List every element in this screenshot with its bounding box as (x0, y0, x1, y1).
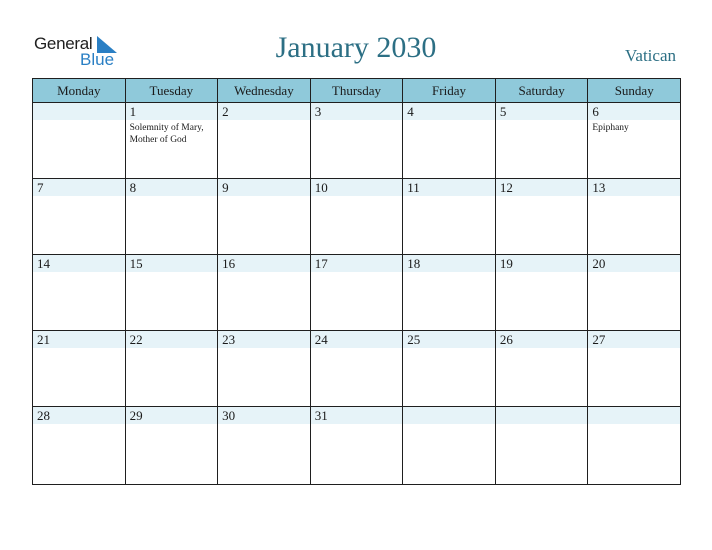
weekday-header: Sunday (588, 79, 681, 103)
day-number: 30 (218, 407, 310, 424)
day-cell (33, 179, 126, 255)
logo-text-blue: Blue (80, 50, 115, 69)
day-number: 13 (588, 179, 680, 196)
logo-text-general: General (34, 34, 93, 53)
day-cell (588, 331, 681, 407)
holiday-label: Epiphany (592, 123, 629, 133)
day-cell (125, 103, 218, 179)
day-number: 23 (218, 331, 310, 348)
weekday-header: Saturday (495, 79, 588, 103)
day-cell (310, 103, 403, 179)
weekday-header: Friday (403, 79, 496, 103)
day-number: 8 (126, 179, 218, 196)
day-cell (588, 103, 681, 179)
day-number: 1 (126, 103, 218, 120)
day-number: 19 (496, 255, 588, 272)
week-row (33, 179, 681, 255)
day-cell (310, 331, 403, 407)
day-number (588, 407, 680, 424)
day-cell (218, 407, 311, 485)
day-number: 14 (33, 255, 125, 272)
day-number: 17 (311, 255, 403, 272)
day-cell (125, 407, 218, 485)
day-cell (310, 407, 403, 485)
day-cell (310, 179, 403, 255)
day-number (33, 103, 125, 120)
day-cell (125, 179, 218, 255)
day-number: 5 (496, 103, 588, 120)
day-number: 16 (218, 255, 310, 272)
day-cell (495, 331, 588, 407)
day-number (496, 407, 588, 424)
day-number: 25 (403, 331, 495, 348)
day-cell (403, 179, 496, 255)
weekday-header: Wednesday (218, 79, 311, 103)
day-cell (33, 331, 126, 407)
day-number: 2 (218, 103, 310, 120)
day-cell (495, 407, 588, 485)
day-number: 24 (311, 331, 403, 348)
day-cell (495, 103, 588, 179)
weekday-header: Thursday (310, 79, 403, 103)
day-cell (403, 407, 496, 485)
day-number: 22 (126, 331, 218, 348)
day-number: 29 (126, 407, 218, 424)
day-number: 21 (33, 331, 125, 348)
day-number (403, 407, 495, 424)
day-cell (310, 255, 403, 331)
day-number: 3 (311, 103, 403, 120)
day-number: 15 (126, 255, 218, 272)
day-number: 9 (218, 179, 310, 196)
week-row (33, 407, 681, 485)
day-cell (125, 255, 218, 331)
day-number: 11 (403, 179, 495, 196)
day-cell (218, 331, 311, 407)
day-cell (403, 331, 496, 407)
day-number: 4 (403, 103, 495, 120)
day-number: 31 (311, 407, 403, 424)
day-number: 28 (33, 407, 125, 424)
week-row (33, 331, 681, 407)
day-cell (588, 407, 681, 485)
day-cell (33, 103, 126, 179)
country-label: Vatican (625, 46, 676, 65)
day-cell (588, 179, 681, 255)
weekday-header: Tuesday (125, 79, 218, 103)
month-calendar (32, 78, 681, 485)
week-row (33, 255, 681, 331)
day-number: 7 (33, 179, 125, 196)
weekday-header-row (33, 79, 681, 103)
day-number: 6 (588, 103, 680, 120)
day-number: 20 (588, 255, 680, 272)
day-cell (495, 255, 588, 331)
day-cell (218, 179, 311, 255)
day-cell (403, 103, 496, 179)
weekday-header: Monday (33, 79, 126, 103)
day-cell (588, 255, 681, 331)
day-number: 27 (588, 331, 680, 348)
day-cell (218, 103, 311, 179)
week-row (33, 103, 681, 179)
day-cell (33, 255, 126, 331)
day-cell (125, 331, 218, 407)
day-cell (403, 255, 496, 331)
day-number: 12 (496, 179, 588, 196)
day-number: 10 (311, 179, 403, 196)
calendar-title: January 2030 (275, 31, 437, 64)
day-cell (33, 407, 126, 485)
day-cell (218, 255, 311, 331)
day-cell (495, 179, 588, 255)
day-number: 18 (403, 255, 495, 272)
holiday-label: Solemnity of Mary, Mother of God (129, 123, 204, 145)
day-number: 26 (496, 331, 588, 348)
